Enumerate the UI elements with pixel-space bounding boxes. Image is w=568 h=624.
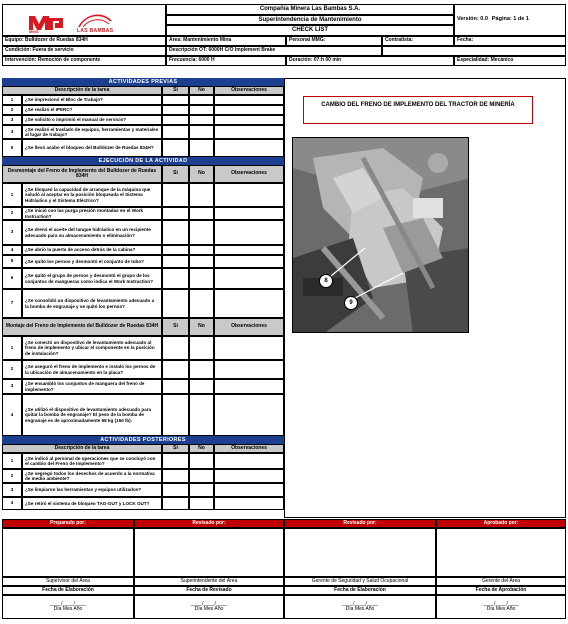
checkbox-no[interactable] [189, 289, 214, 318]
date-label: Fecha de Revisado [134, 586, 284, 595]
checkbox-si[interactable] [162, 394, 189, 436]
checkbox-no[interactable] [189, 453, 214, 469]
row-number: 3 [2, 483, 22, 497]
observaciones-field[interactable] [214, 183, 284, 207]
task-description: ¿Se aseguró el freno de implemento e instaló los pernos de la ubicación de almacenamiento en la placa? [22, 360, 162, 379]
las-bambas-text: LAS BAMBAS [77, 28, 114, 34]
checkbox-si[interactable] [162, 139, 189, 157]
descripcion-ot: Descripción OT: 6000H C/O Implement Brake [166, 46, 382, 56]
company-name: Compañía Minera Las Bambas S.A. [166, 4, 454, 15]
checkbox-no[interactable] [189, 360, 214, 379]
checkbox-si[interactable] [162, 220, 189, 245]
task-description: ¿Se segregó todos los desechos de acuerdo a la normativa de medio ambiente? [22, 469, 162, 483]
row-number: 1 [2, 183, 22, 207]
checkbox-si[interactable] [162, 268, 189, 289]
observaciones-field[interactable] [214, 483, 284, 497]
especialidad: Especialidad: Mecánico [454, 56, 566, 66]
col-header-si: Si [162, 86, 189, 95]
row-number: 2 [2, 360, 22, 379]
date-label: Fecha de Aprobación [436, 586, 566, 595]
date-blank: ____/____/____ [341, 600, 379, 607]
superintendencia: Superintendencia de Mantenimiento [166, 15, 454, 25]
observaciones-field[interactable] [214, 469, 284, 483]
col-header-no-2: No [189, 165, 214, 183]
personal-mmg: Personal MMG: [286, 36, 382, 46]
task-description: ¿Se ensambló los conjuntos de manguera del freno de implemento? [22, 379, 162, 394]
frecuencia: Frecuencia: 6000 H [166, 56, 286, 66]
task-description: ¿Se drenó el aceite del tanque hidráulico en un recipiente adecuado para su almacenamiento o eliminación? [22, 220, 162, 245]
checkbox-si[interactable] [162, 483, 189, 497]
desmontaje-header: Desmontaje del Freno de Implemento del Bulldozer de Ruedas 834H [2, 165, 162, 183]
observaciones-field[interactable] [214, 289, 284, 318]
date-blank: ____/____/____ [482, 600, 520, 607]
task-description: ¿Se inició con las purga presión montadas en el Work Instruction? [22, 207, 162, 220]
col-header-no-4: No [189, 444, 214, 453]
task-description: ¿Se bloqueó la capacidad de arranque de la máquina que saludó al aceptar en la posición bloqueada el Sistema Hidráulico y el Sistema Eléctrico? [22, 183, 162, 207]
observaciones-field[interactable] [214, 255, 284, 268]
signature-block [2, 519, 566, 621]
checkbox-si[interactable] [162, 183, 189, 207]
mmg-text: MMG [29, 29, 39, 34]
date-label: Fecha de Elaboración [284, 586, 436, 595]
signature-header: Aprobado por: [436, 519, 566, 528]
section-ejecucion: EJECUCIÓN DE LA ACTIVIDAD [2, 157, 284, 165]
section-actividades-posteriores: ACTIVIDADES POSTERIORES [2, 436, 284, 444]
task-description: ¿Se quitó los pernos y desmontó el conjunto de tubo? [22, 255, 162, 268]
photo-illustration [293, 138, 469, 333]
checkbox-si[interactable] [162, 360, 189, 379]
date-box[interactable] [436, 595, 566, 619]
signature-space[interactable] [2, 528, 134, 577]
checkbox-no[interactable] [189, 207, 214, 220]
photo-title: CAMBIO DEL FRENO DE IMPLEMENTO DEL TRACTOR DE MINERÍA [303, 96, 533, 124]
checkbox-no[interactable] [189, 245, 214, 255]
date-parts: Día Mes Año [345, 606, 375, 612]
row-number: 7 [2, 289, 22, 318]
signature-role: Supervisor del Área [2, 577, 134, 586]
signature-space[interactable] [134, 528, 284, 577]
row-number: 4 [2, 245, 22, 255]
date-label: Fecha de Elaboración [2, 586, 134, 595]
observaciones-field[interactable] [214, 139, 284, 157]
row-number: 1 [2, 95, 22, 105]
task-description: ¿Se quitó el grupo de pernos y desmontó el grupo de los conjuntos de mangueras como indica el Work Instruction? [22, 268, 162, 289]
date-box[interactable] [134, 595, 284, 619]
version-page [454, 4, 566, 36]
observaciones-field[interactable] [214, 95, 284, 105]
date-parts: Día Mes Año [53, 606, 83, 612]
montaje-header: Montaje del Freno de Implemento del Bulldozer de Ruedas 834H [2, 318, 162, 336]
task-description: ¿Se solicitó o imprimió el manual de servicio? [22, 115, 162, 125]
row-number: 5 [2, 255, 22, 268]
checkbox-si[interactable] [162, 497, 189, 510]
date-parts: Día Mes Año [486, 606, 516, 612]
checkbox-no[interactable] [189, 379, 214, 394]
col-header-obs-3: Observaciones [214, 318, 284, 336]
observaciones-field[interactable] [214, 336, 284, 360]
intervencion: Intervención: Remoción de componente [2, 56, 166, 66]
checkbox-no[interactable] [189, 220, 214, 245]
task-description: ¿Se impresionó el Bloc de Trabajo? [22, 95, 162, 105]
checkbox-no[interactable] [189, 95, 214, 105]
row-number: 2 [2, 207, 22, 220]
checkbox-si[interactable] [162, 125, 189, 139]
callout-9: 9 [344, 296, 358, 310]
row-number: 4 [2, 497, 22, 510]
checkbox-si[interactable] [162, 469, 189, 483]
task-description: ¿Se realizó el traslado de equipos, herramientas y materiales al lugar de trabajo? [22, 125, 162, 139]
page-number: Página: 1 de 1 [491, 16, 529, 23]
col-header-obs-2: Observaciones [214, 165, 284, 183]
col-header-obs-4: Observaciones [214, 444, 284, 453]
observaciones-field[interactable] [214, 497, 284, 510]
checkbox-no[interactable] [189, 268, 214, 289]
date-box[interactable] [284, 595, 436, 619]
checkbox-si[interactable] [162, 245, 189, 255]
row-number: 3 [2, 379, 22, 394]
condicion: Condición: Fuera de servicio [2, 46, 166, 56]
checkbox-no[interactable] [189, 469, 214, 483]
checkbox-no[interactable] [189, 255, 214, 268]
blank-info [382, 46, 566, 56]
task-description: ¿Se consolidó un dispositivo de levantamiento adecuado a la bomba de engranaje y se quitó los pernos? [22, 289, 162, 318]
task-description: ¿Se utilizó el dispositivo de levantamiento adecuado para quitar la bomba de engranaje? El peso de la bomba de engranaje es de aproximadamente 68 kg (150 lb). [22, 394, 162, 436]
row-number: 2 [2, 105, 22, 115]
checkbox-no[interactable] [189, 483, 214, 497]
col-header-desc: Descripción de la tarea [2, 86, 162, 95]
checkbox-si[interactable] [162, 95, 189, 105]
row-number: 6 [2, 268, 22, 289]
checkbox-si[interactable] [162, 105, 189, 115]
observaciones-field[interactable] [214, 115, 284, 125]
col-header-no-3: No [189, 318, 214, 336]
checkbox-si[interactable] [162, 336, 189, 360]
checkbox-si[interactable] [162, 207, 189, 220]
doc-type: CHECK LIST [166, 25, 454, 36]
task-description: ¿Se limpiaron las herramientas y equipos utilizados? [22, 483, 162, 497]
row-number: 4 [2, 125, 22, 139]
task-description: ¿Se abrió la puerta de acceso detrás de la cabina? [22, 245, 162, 255]
checkbox-no[interactable] [189, 115, 214, 125]
task-description: ¿Se llevó acabo el bloqueo del Bulldozer de Ruedas 834H? [22, 139, 162, 157]
checkbox-si[interactable] [162, 453, 189, 469]
observaciones-field[interactable] [214, 268, 284, 289]
equipo: Equipo: Bulldozer de Ruedas 834H [2, 36, 166, 46]
observaciones-field[interactable] [214, 105, 284, 115]
signature-space[interactable] [436, 528, 566, 577]
row-number: 3 [2, 115, 22, 125]
contratista: Contratista: [382, 36, 454, 46]
observaciones-field[interactable] [214, 360, 284, 379]
date-blank: ____/____/____ [49, 600, 87, 607]
las-bambas-logo [75, 11, 115, 29]
area: Área: Mantenimiento Mina [166, 36, 286, 46]
row-number: 2 [2, 469, 22, 483]
col-header-si-3: Si [162, 318, 189, 336]
checkbox-no[interactable] [189, 497, 214, 510]
task-description: ¿Se conectó un dispositivo de levantamiento adecuado al freno de implemento y ubicar el componente en la posición de instalación? [22, 336, 162, 360]
observaciones-field[interactable] [214, 125, 284, 139]
version: Versión: 0.0 [457, 16, 488, 23]
signature-header: Revisado por: [134, 519, 284, 528]
date-box[interactable] [2, 595, 134, 619]
checkbox-si[interactable] [162, 379, 189, 394]
row-number: 1 [2, 336, 22, 360]
col-header-si-2: Si [162, 165, 189, 183]
task-description: ¿Se indicó al personal de operaciones que se concluyó con el cambio del Freno de Implemento? [22, 453, 162, 469]
signature-role: Gerente de Seguridad y Salud Ocupacional [284, 577, 436, 586]
row-number: 1 [2, 453, 22, 469]
date-blank: ____/____/____ [190, 600, 228, 607]
checklist-table [2, 78, 284, 518]
task-description: ¿Se realizó el IPERC? [22, 105, 162, 115]
date-parts: Día Mes Año [194, 606, 224, 612]
row-number: 5 [2, 139, 22, 157]
col-header-desc-4: Descripción de la tarea [2, 444, 162, 453]
observaciones-field[interactable] [214, 207, 284, 220]
checkbox-no[interactable] [189, 183, 214, 207]
checkbox-si[interactable] [162, 255, 189, 268]
duracion: Duración: 07:h 00 min [286, 56, 454, 66]
fecha: Fecha: [454, 36, 566, 46]
checkbox-no[interactable] [189, 125, 214, 139]
checkbox-no[interactable] [189, 336, 214, 360]
row-number: 3 [2, 220, 22, 245]
callout-8: 8 [319, 274, 333, 288]
checkbox-no[interactable] [189, 394, 214, 436]
signature-role: Gerente del Área [436, 577, 566, 586]
signature-space[interactable] [284, 528, 436, 577]
logo-area [2, 4, 166, 36]
observaciones-field[interactable] [214, 245, 284, 255]
checkbox-no[interactable] [189, 139, 214, 157]
signature-header: Preparado por: [2, 519, 134, 528]
signature-header: Revisado por: [284, 519, 436, 528]
brake-photo [292, 137, 469, 333]
col-header-obs: Observaciones [214, 86, 284, 95]
section-actividades-previas: ACTIVIDADES PREVIAS [2, 78, 284, 86]
observaciones-field[interactable] [214, 453, 284, 469]
photo-panel [284, 78, 566, 518]
checkbox-no[interactable] [189, 105, 214, 115]
observaciones-field[interactable] [214, 379, 284, 394]
signature-role: Superintendente del Área [134, 577, 284, 586]
col-header-no: No [189, 86, 214, 95]
observaciones-field[interactable] [214, 220, 284, 245]
checkbox-si[interactable] [162, 289, 189, 318]
checkbox-si[interactable] [162, 115, 189, 125]
row-number: 4 [2, 394, 22, 436]
task-description: ¿Se retiró el sistema de bloqueo TAG-OUT y LOCK OUT? [22, 497, 162, 510]
header [2, 4, 566, 66]
col-header-si-4: Si [162, 444, 189, 453]
observaciones-field[interactable] [214, 394, 284, 436]
